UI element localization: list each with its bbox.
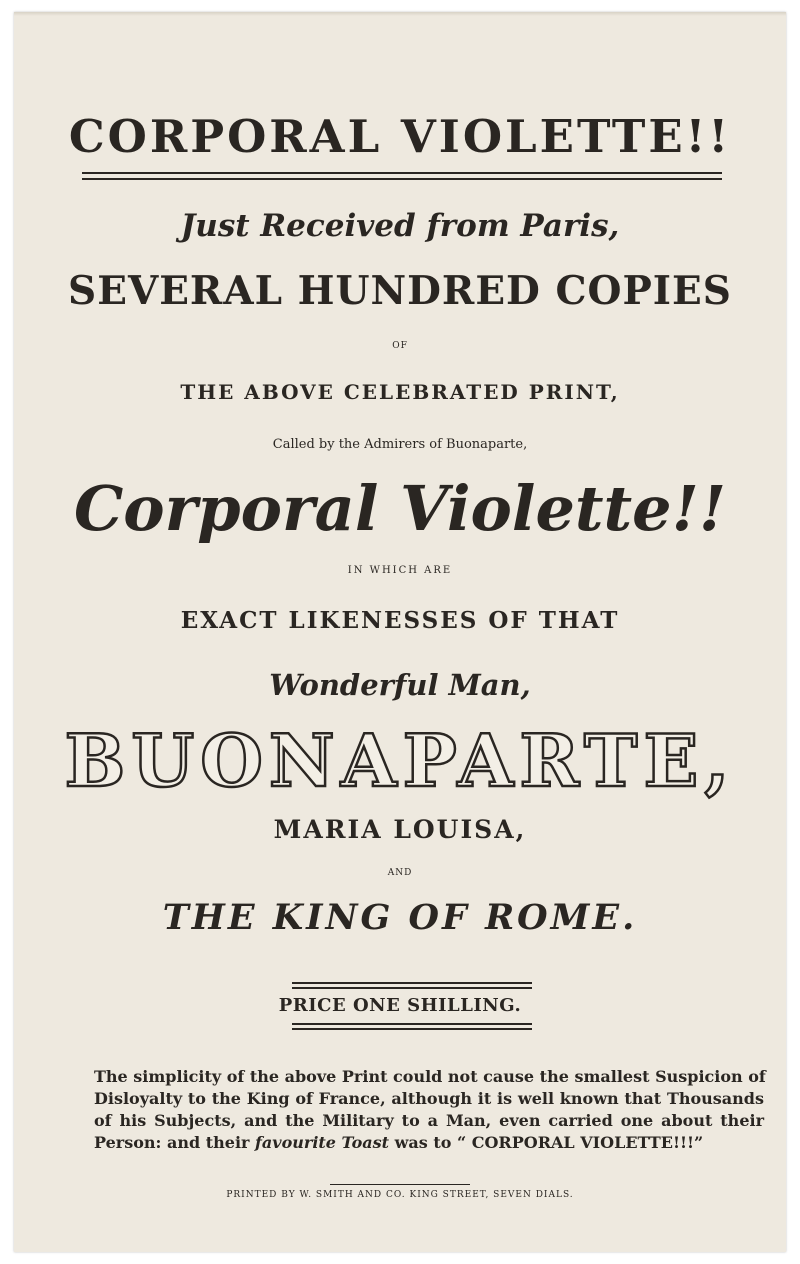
price-rule-top-2 — [292, 987, 532, 989]
closing-paragraph — [94, 1066, 764, 1154]
paragraph-last-line — [94, 1132, 764, 1154]
paragraph-line: Disloyalty to the King of France, although it is well known that Thousands — [94, 1089, 764, 1108]
price-rule-top-1 — [292, 982, 532, 984]
paragraph-line: of his Subjects, and the Military to a Man, even carried one about their — [94, 1111, 764, 1130]
page-title: CORPORAL VIOLETTE!! — [68, 110, 732, 163]
favourite-toast-text: favourite Toast — [255, 1133, 390, 1152]
feature-title: Corporal Violette!! — [73, 472, 727, 545]
subtitle: Just Received from Paris, — [180, 208, 620, 244]
word-of: OF — [392, 341, 408, 351]
king-of-rome-line: THE KING OF ROME. — [162, 897, 638, 938]
in-which-are-line: IN WHICH ARE — [347, 565, 453, 576]
headline: SEVERAL HUNDRED COPIES — [68, 268, 732, 314]
paragraph-text: Person: and their — [94, 1133, 256, 1152]
print-line: THE ABOVE CELEBRATED PRINT, — [180, 380, 620, 404]
price-line: PRICE ONE SHILLING. — [278, 995, 522, 1016]
likenesses-line: EXACT LIKENESSES OF THAT — [180, 607, 620, 634]
paragraph-text: was to “ CORPORAL VIOLETTE!!!” — [389, 1133, 704, 1152]
buonaparte-heading: BUONAPARTE, — [64, 718, 736, 803]
called-by-line: Called by the Admirers of Buonaparte, — [272, 437, 528, 452]
maria-louisa-line: MARIA LOUISA, — [273, 815, 527, 844]
wonderful-man-line: Wonderful Man, — [269, 668, 531, 702]
price-rule-bottom-1 — [292, 1023, 532, 1025]
price-rule-bottom-2 — [292, 1028, 532, 1030]
title-rule-bottom — [82, 178, 722, 180]
paragraph-line: The simplicity of the above Print could not cause the smallest Suspicion of — [94, 1067, 766, 1086]
word-and: AND — [387, 868, 413, 878]
title-rule-top — [82, 172, 722, 174]
printer-imprint: PRINTED BY W. SMITH AND CO. KING STREET, SEVEN DIALS. — [226, 1190, 574, 1200]
imprint-rule — [330, 1184, 470, 1185]
